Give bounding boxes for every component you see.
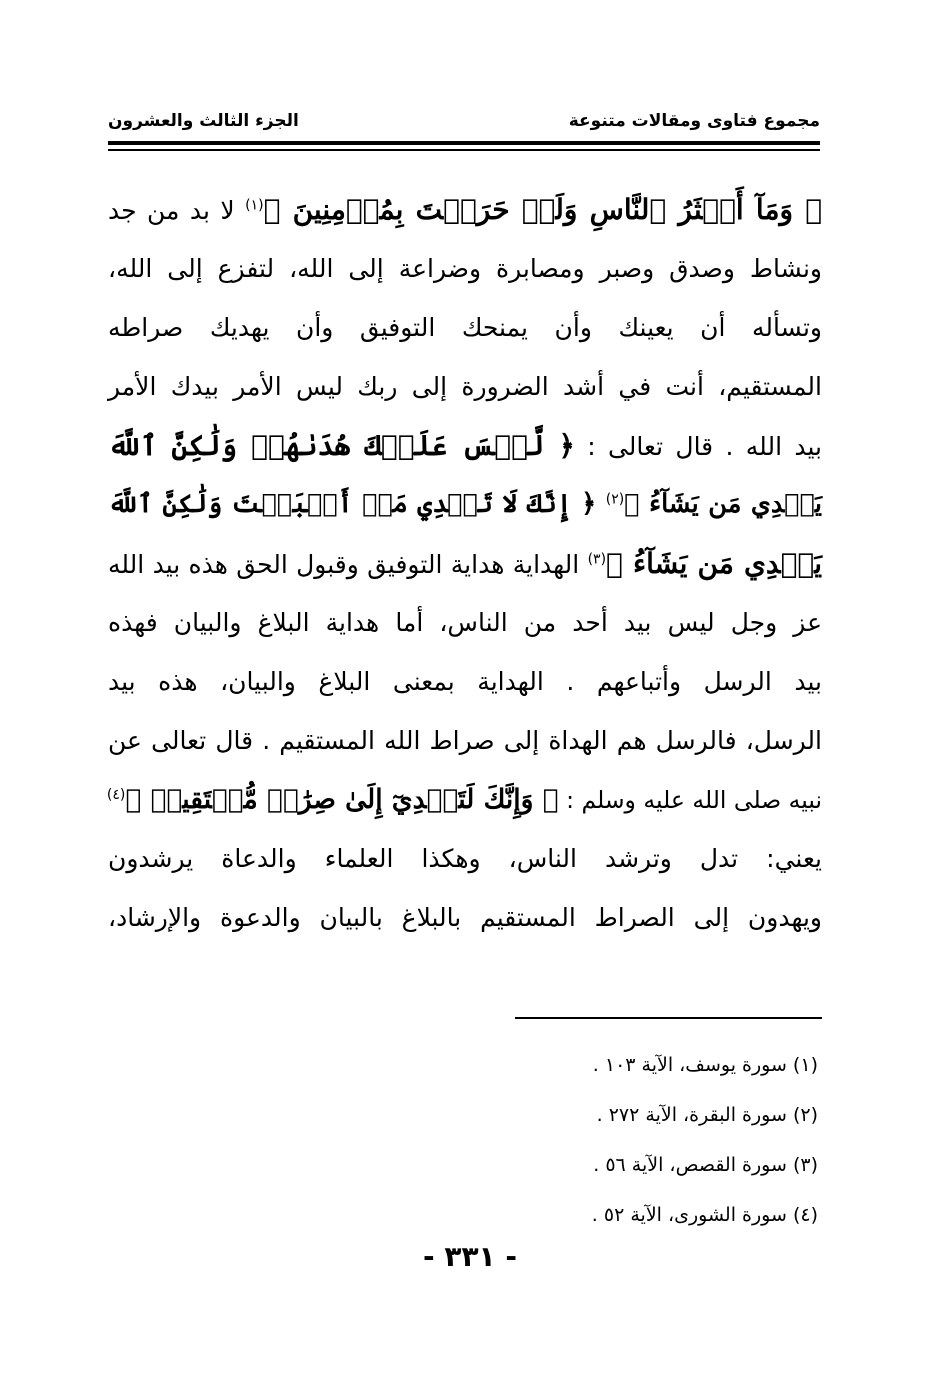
quran-verse: ﴿ وَإِنَّكَ لَتَهۡدِيٓ إِلَىٰ صِرَٰطٖ مُّسۡتَقِيمٖ ﴾ (125, 784, 559, 815)
body-text-run: بيد الرسل وأتباعهم . الهداية بمعنى البلاغ والبيان، هذه بيد (108, 667, 822, 696)
footnote-reference: (٣) (587, 551, 607, 568)
quran-verse: يَهۡدِي مَن يَشَآءُ ﴾ (606, 547, 823, 580)
text-line (108, 711, 822, 770)
text-line (108, 534, 822, 593)
text-line (108, 829, 822, 888)
body-text-run: وتسأله أن يعينك وأن يمنحك التوفيق وأن يهديك صراطه (108, 313, 822, 342)
body-text-run: الرسل، فالرسل هم الهداة إلى صراط الله المستقيم . قال تعالى عن (108, 726, 822, 755)
quran-verse: ﴿ وَمَآ أَكۡثَرُ ٱلنَّاسِ وَلَوۡ حَرَصۡتَ بِمُؤۡمِنِينَ ﴾ (263, 193, 823, 226)
body-text-run: يعني: تدل وترشد الناس، وهكذا العلماء والدعاة يرشدون (108, 844, 822, 873)
text-line (108, 475, 822, 534)
book-title: مجموع فتاوى ومقالات متنوعة (568, 111, 820, 131)
text-line (108, 239, 822, 298)
body-text-run: ويهدون إلى الصراط المستقيم بالبلاغ بالبيان والدعوة والإرشاد، (108, 903, 822, 932)
footnotes (418, 1040, 818, 1240)
body-text (108, 180, 822, 947)
header-rule-thin (108, 149, 820, 151)
body-text-run: نبيه صلى الله عليه وسلم : (558, 786, 822, 814)
body-text-run: عز وجل ليس بيد أحد من الناس، أما هداية البلاغ والبيان فهذه (108, 608, 822, 637)
footnote-reference: (٤) (106, 787, 126, 804)
quran-verse: ﴿ لَّيۡسَ عَلَيۡكَ هُدَىٰهُمۡ وَلَٰكِنَّ ٱللَّهَ (108, 429, 575, 462)
text-line (108, 652, 822, 711)
quran-verse: ﴿ إِنَّكَ لَا تَهۡدِي مَنۡ أَحۡبَبۡتَ وَلَٰكِنَّ ٱللَّهَ (108, 489, 606, 519)
text-line (108, 180, 822, 239)
footnote-3: (٣) سورة القصص، الآية ٥٦ . (593, 1154, 818, 1176)
footnote-divider (515, 1017, 822, 1019)
footnote-4: (٤) سورة الشورى، الآية ٥٢ . (591, 1204, 818, 1226)
text-line (108, 357, 822, 416)
footnote-1: (١) سورة يوسف، الآية ١٠٣ . (592, 1054, 818, 1076)
body-text-run: المستقيم، أنت في أشد الضرورة إلى ربك ليس الأمر بيدك الأمر (108, 372, 822, 401)
body-text-run: بيد الله . قال تعالى : (574, 432, 822, 461)
footnote-2: (٢) سورة البقرة، الآية ٢٧٢ . (596, 1104, 818, 1126)
text-line (108, 416, 822, 475)
page-number: - ٣٣١ - (422, 1240, 518, 1273)
body-text-run: لا بد من جد (108, 196, 246, 225)
header-rule-thick (108, 141, 820, 145)
body-text-run: ونشاط وصدق وصبر ومصابرة وضراعة إلى الله، لتفزع إلى الله، (108, 254, 822, 283)
body-text-run: الهداية هداية التوفيق وقبول الحق هذه بيد الله (108, 550, 588, 579)
text-line (108, 593, 822, 652)
footnote-reference: (١) (245, 197, 264, 214)
footnote-reference: (٢) (605, 491, 625, 508)
text-line (108, 770, 822, 829)
text-line (108, 888, 822, 947)
quran-verse: يَهۡدِي مَن يَشَآءُ ﴾ (624, 489, 822, 519)
volume-label: الجزء الثالث والعشرون (108, 111, 299, 131)
text-line (108, 298, 822, 357)
running-header (108, 104, 820, 138)
